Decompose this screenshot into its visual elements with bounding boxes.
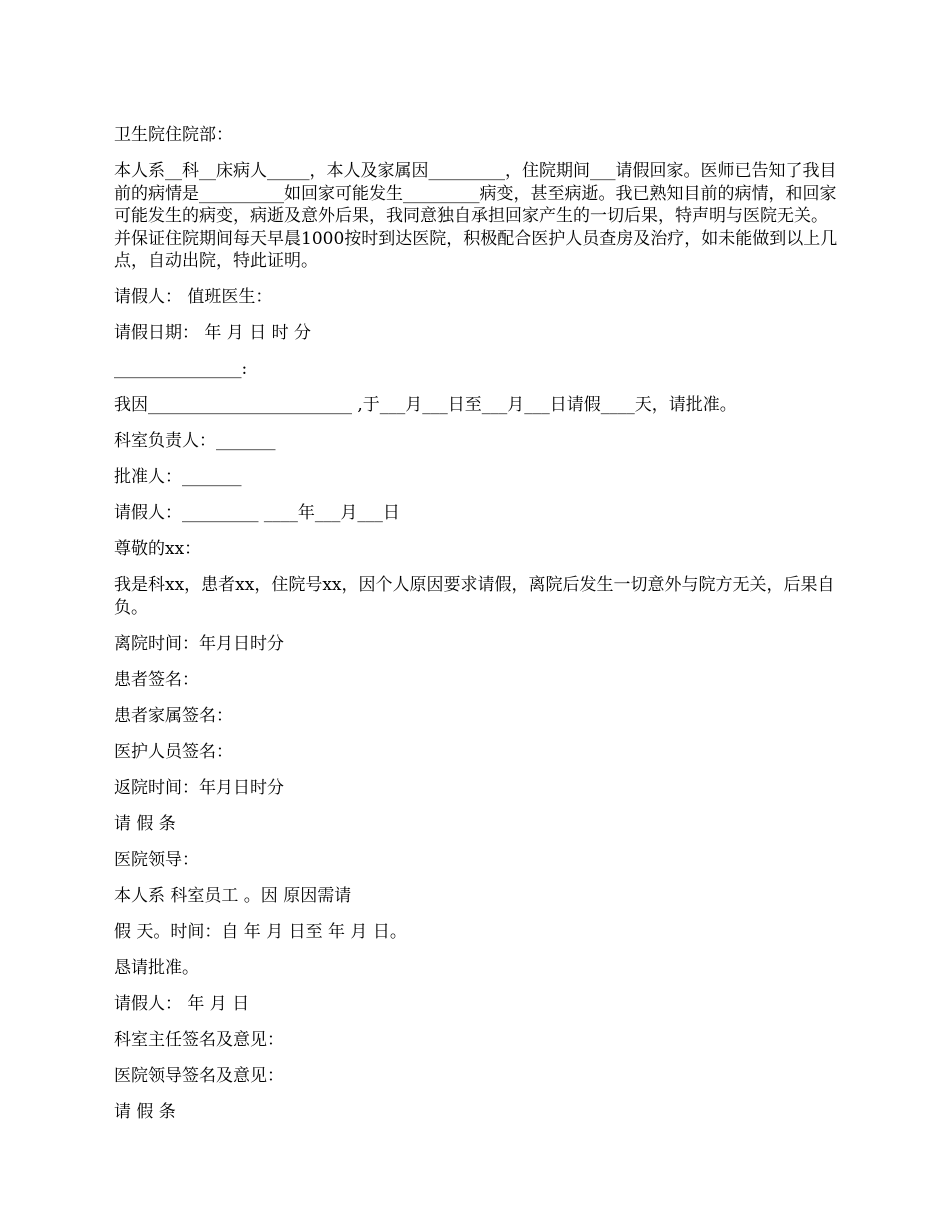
document-body [114, 124, 839, 1137]
salutation-hospital: 卫生院住院部： [114, 125, 233, 145]
family-signature-line: 患者家属签名： [114, 705, 233, 726]
employee-reason-line: 本人系 科室员工 。因 原因需请 [114, 885, 352, 906]
addressee-blank-line: _______________: [114, 359, 248, 379]
patient-request-paragraph: 我是科xx，患者xx，住院号xx，因个人原因要求请假，离院后发生一切意外与院方无关，后果自负。 [114, 575, 835, 618]
leave-period-line: 假 天。时间：自 年 月 日至 年 月 日。 [114, 921, 407, 942]
leadership-signature-line: 医院领导签名及意见： [114, 1065, 284, 1086]
departure-time-line: 离院时间：年月日时分 [114, 633, 284, 654]
signature-line-applicant-doctor: 请假人： 值班医生： [114, 287, 273, 307]
leave-note-title-2: 请 假 条 [114, 1101, 176, 1122]
approver-line: 批准人：_______ [114, 467, 242, 487]
leave-date-line: 请假日期： 年 月 日 时 分 [114, 323, 312, 343]
approval-request-line: 恳请批准。 [114, 957, 199, 978]
staff-signature-line: 医护人员签名： [114, 741, 233, 762]
patient-signature-line: 患者签名： [114, 669, 199, 690]
salutation-respected: 尊敬的xx： [114, 539, 202, 559]
applicant-date-line: 请假人：_________ ____年___月___日 [114, 503, 400, 523]
return-time-line: 返院时间：年月日时分 [114, 777, 284, 798]
leave-statement-paragraph: 本人系__科__床病人_____，本人及家属因_________，住院期间___请假回家。医师已告知了我目前的病情是__________如回家可能发生_________病变，甚至病逝。我已熟知目前的病情，和回家可能发生的病变，病逝及意外后果，我同意独自承担回家产生的一切后果，特声明与医院无关。并保证住院期间每天早晨1000按时到达医院，积极配合医护人员查房及治疗，如未能做到以上几点，自动出院，特此证明。 [114, 161, 838, 271]
leave-reason-line: 我因________________________ ,于___月___日至___月___日请假____天，请批准。 [114, 395, 737, 415]
salutation-leadership: 医院领导： [114, 849, 199, 870]
leave-note-title: 请 假 条 [114, 813, 176, 834]
director-signature-line: 科室主任签名及意见： [114, 1029, 284, 1050]
applicant-date-line-2: 请假人： 年 月 日 [114, 993, 250, 1014]
department-head-line: 科室负责人：_______ [114, 431, 276, 451]
